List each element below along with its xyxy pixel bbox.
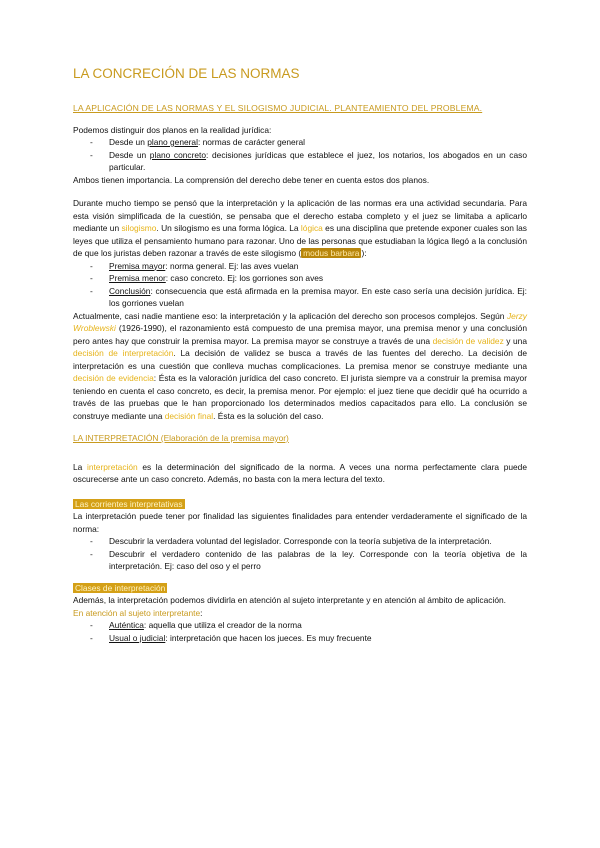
list-item	[73, 285, 527, 310]
corrientes-heading	[73, 498, 527, 511]
item-text: : decisiones jurídicas que establece el juez, los notarios, los abogados en un caso particular.	[109, 149, 527, 172]
text-run: . Ésta es la solución del caso.	[213, 410, 324, 421]
page-title: LA CONCRECIÓN DE LAS NORMAS	[73, 66, 300, 81]
item-text: : aquella que utiliza el creador de la norma	[143, 620, 302, 630]
item-term: plano general	[147, 137, 198, 147]
planos-list	[73, 136, 527, 174]
premisas-list	[73, 260, 527, 310]
text-run: y una	[503, 335, 527, 346]
intro-text: Podemos distinguir dos planos en la realidad jurídica:	[73, 124, 272, 135]
clases-list	[73, 619, 527, 644]
highlight-clases: Clases de interpretación	[75, 582, 166, 593]
text-run: es la determinación del significado de la norma. A veces una norma perfectamente clara puede oscurecerse ante un caso concreto. Además, no basta con la mera lectura del texto.	[73, 461, 527, 484]
paragraph-finalidades: La interpretación puede tener por finalidad las siguientes finalidades para entender verdaderamente el significado de la norma:	[73, 511, 527, 534]
item-term: Auténtica	[109, 620, 144, 630]
highlight-corrientes: Las corrientes interpretativas	[75, 498, 183, 509]
item-text: : normas de carácter general	[197, 137, 306, 147]
paragraph-wroblewski	[73, 310, 527, 423]
section-heading-interpretacion: LA INTERPRETACIÓN (Elaboración de la premisa mayor)	[73, 433, 289, 443]
subsection-colon: :	[200, 607, 203, 618]
item-term: plano concreto	[149, 149, 207, 160]
subsection-label: En atención al sujeto interpretante	[73, 607, 201, 618]
list-item	[73, 149, 527, 174]
keyword-validez: decisión de validez	[432, 335, 504, 346]
text-run: La	[73, 461, 87, 472]
sujeto-heading	[73, 607, 527, 620]
keyword-final: decisión final	[164, 410, 214, 421]
highlight-modus-barbara: modus barbara	[303, 248, 360, 258]
text-run: es una disciplina que pretende exponer cuales son las leyes que utiliza el pensamiento humano para razonar. Uno de las personas que estudiaban la lógica llegó a la conclusión de que los juristas deben razonar a través de este silogismo (	[73, 223, 527, 258]
clases-heading	[73, 582, 527, 595]
list-item	[73, 260, 527, 273]
section-subtitle: LA APLICACIÓN DE LAS NORMAS Y EL SILOGISMO JUDICIAL. PLANTEAMIENTO DEL PROBLEMA.	[73, 103, 483, 113]
list-item: - Descubrir la verdadera voluntad del legislador. Corresponde con la teoría subjetiva de la interpretación.	[73, 535, 527, 548]
item-term: Premisa menor	[109, 273, 166, 283]
paragraph-silogismo	[73, 197, 527, 260]
text-run: : Ésta es la valoración jurídica del caso concreto. El jurista siempre va a construir la premisa mayor teniendo en cuenta el caso concreto, es decir, la premisa menor. Por ejemplo: el juez tiene que decidir qué ha ocurrido a través de las pruebas que le han proporcionado los determinados medios capacitados para ello. La conclusión se construye mediante una	[73, 373, 527, 421]
author-name: Jerzy Wroblewski	[73, 310, 527, 333]
list-item	[73, 632, 527, 645]
item-text: : norma general. Ej: las aves vuelan	[165, 260, 299, 271]
item-term: Premisa mayor	[109, 260, 166, 271]
text-run: Actualmente, casi nadie mantiene eso: la interpretación y la aplicación del derecho son procesos complejos. Según	[73, 310, 507, 321]
paragraph-interpretacion	[73, 461, 527, 486]
item-prefix: Desde un	[109, 137, 148, 147]
text-run: Durante mucho tiempo se pensó que la interpretación y la aplicación de las normas era una actividad secundaria. Para esta visión simplificada de la cuestión, se pensaba que el derecho estaba completo y el juez se limitaba a aplicarlo mediante un	[73, 198, 527, 233]
item-text: : interpretación que hacen los jueces. Es muy frecuente	[165, 632, 372, 643]
document-page	[73, 66, 527, 644]
item-term: Conclusión	[109, 285, 151, 296]
list-item	[73, 136, 527, 149]
text-run: (1926-1990), el razonamiento está compuesto de una premisa mayor, una premisa menor y una conclusión pero antes hay que construir la premisa mayor. La premisa mayor se construye a través de una	[73, 323, 527, 346]
keyword-interpretacion: decisión de interpretación	[73, 348, 174, 358]
list-item	[73, 619, 527, 632]
keyword-evidencia: decisión de evidencia	[73, 373, 154, 383]
item-text: : consecuencia que está afirmada en la premisa mayor. En este caso sería una decisión jurídica. Ej: los gorriones vuelan	[109, 285, 527, 308]
item-term: Usual o judicial	[109, 632, 166, 643]
finalidades-list	[73, 535, 527, 573]
keyword-interpretacion-def: interpretación	[86, 461, 138, 472]
keyword-silogismo: silogismo	[121, 223, 157, 233]
item-text: : caso concreto. Ej: los gorriones son aves	[165, 273, 324, 283]
paragraph-clases: Además, la interpretación podemos dividirla en atención al sujeto interpretante y en atención al ámbito de aplicación.	[73, 595, 506, 605]
text-run: ):	[361, 248, 367, 258]
list-item: - Descubrir el verdadero contenido de las palabras de la ley. Corresponde con la teoría objetiva de la interpretación. Ej: caso del oso y el perro	[73, 548, 527, 573]
text-run: . La decisión de validez se busca a través de las fuentes del derecho. La decisión de interpretación es una cuestión que conlleva muchas complicaciones. La premisa menor se construye mediante una	[73, 348, 527, 371]
ambos-text: Ambos tienen importancia. La comprensión del derecho debe tener en cuenta estos dos planos.	[73, 174, 430, 185]
keyword-logica: lógica	[300, 223, 323, 233]
list-item	[73, 272, 527, 285]
text-run: . Un silogismo es una forma lógica. La	[156, 223, 301, 233]
item-prefix: Desde un	[109, 149, 150, 160]
